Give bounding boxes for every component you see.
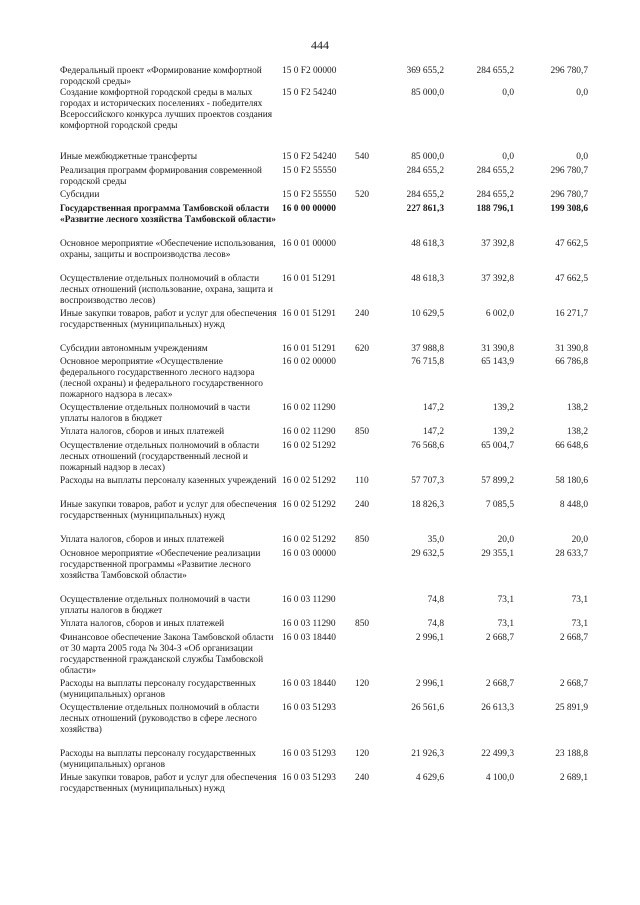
page-number: 444: [311, 38, 329, 52]
row-code: 16 0 03 11290: [282, 619, 336, 629]
table-row: [0, 204, 640, 239]
row-name: Осуществление отдельных полномочий в области лесных отношений (руководство в сфере лесного хозяйства): [60, 703, 260, 735]
row-value-3: 296 780,7: [550, 166, 588, 176]
row-value-1: 85 000,0: [411, 152, 444, 162]
row-value-3: 138,2: [566, 403, 588, 413]
row-value-3: 296 780,7: [550, 66, 588, 76]
row-value-1: 76 715,8: [411, 357, 444, 367]
row-code: 16 0 02 51292: [282, 476, 336, 486]
row-name: Уплата налогов, сборов и иных платежей: [60, 427, 225, 437]
table-row: [0, 773, 640, 808]
row-code: 16 0 03 18440: [282, 633, 336, 643]
row-value-2: 284 655,2: [476, 66, 514, 76]
row-value-1: 10 629,5: [411, 309, 444, 319]
row-value-1: 227 861,3: [406, 204, 444, 214]
row-value-1: 2 996,1: [415, 679, 444, 689]
row-value-1: 76 568,6: [411, 441, 444, 451]
table-row: [0, 344, 640, 357]
row-value-1: 48 618,3: [411, 274, 444, 284]
row-code: 16 0 02 51292: [282, 535, 336, 545]
row-value-2: 57 899,2: [481, 476, 514, 486]
row-expense-type: 520: [355, 190, 370, 200]
table-row: [0, 619, 640, 633]
row-expense-type: 240: [355, 500, 370, 510]
row-name: Расходы на выплаты персоналу государственных (муниципальных) органов: [60, 749, 256, 770]
row-value-2: 20,0: [497, 535, 514, 545]
row-code: 15 0 F2 55550: [282, 190, 337, 200]
table-row: [0, 595, 640, 619]
row-expense-type: 540: [355, 152, 370, 162]
row-value-3: 138,2: [566, 427, 588, 437]
table-row: [0, 703, 640, 749]
row-value-3: 28 633,7: [555, 549, 588, 559]
row-code: 16 0 01 00000: [282, 239, 336, 249]
row-value-3: 2 689,1: [559, 773, 588, 783]
row-value-1: 74,8: [427, 595, 444, 605]
table-row: [0, 88, 640, 152]
row-expense-type: 620: [355, 344, 370, 354]
row-code: 16 0 03 51293: [282, 773, 336, 783]
row-name: Осуществление отдельных полномочий в части уплаты налогов в бюджет: [60, 403, 250, 424]
row-value-2: 284 655,2: [476, 190, 514, 200]
row-value-3: 2 668,7: [559, 679, 588, 689]
row-value-3: 199 308,6: [550, 204, 588, 214]
row-code: 16 0 02 51292: [282, 441, 336, 451]
table-row: [0, 66, 640, 88]
row-value-3: 2 668,7: [559, 633, 588, 643]
row-code: 16 0 03 18440: [282, 679, 336, 689]
row-value-2: 37 392,8: [481, 274, 514, 284]
row-value-1: 369 655,2: [406, 66, 444, 76]
table-row: [0, 403, 640, 427]
row-value-3: 23 188,8: [555, 749, 588, 759]
row-code: 15 0 F2 55550: [282, 166, 337, 176]
row-name: Уплата налогов, сборов и иных платежей: [60, 619, 225, 629]
row-value-3: 0,0: [576, 152, 588, 162]
row-value-1: 284 655,2: [406, 166, 444, 176]
row-value-3: 20,0: [571, 535, 588, 545]
table-row: [0, 476, 640, 500]
table-row: [0, 749, 640, 773]
table-row: [0, 152, 640, 166]
row-value-2: 4 100,0: [485, 773, 514, 783]
table-row: [0, 239, 640, 274]
row-value-1: 35,0: [427, 535, 444, 545]
row-value-1: 18 826,3: [411, 500, 444, 510]
row-value-3: 47 662,5: [555, 239, 588, 249]
row-value-2: 139,2: [492, 427, 514, 437]
row-expense-type: 110: [355, 476, 369, 486]
row-expense-type: 850: [355, 535, 370, 545]
row-name: Реализация программ формирования современной городской среды: [60, 166, 262, 187]
row-value-1: 29 632,5: [411, 549, 444, 559]
row-code: 16 0 02 00000: [282, 357, 336, 367]
table-row: [0, 274, 640, 309]
row-code: 16 0 03 51293: [282, 703, 336, 713]
row-name: Основное мероприятие «Обеспечение использования, охраны, защиты и воспроизводства лесов»: [60, 239, 276, 260]
row-value-1: 37 988,8: [411, 344, 444, 354]
row-name: Основное мероприятие «Обеспечение реализации государственной программы «Развитие лесного хозяйства Тамбовской области»: [60, 549, 261, 581]
row-name: Уплата налогов, сборов и иных платежей: [60, 535, 225, 545]
row-expense-type: 850: [355, 619, 370, 629]
row-value-1: 21 926,3: [411, 749, 444, 759]
row-name: Осуществление отдельных полномочий в области лесных отношений (использование, охрана, защита и воспроизводство лесов): [60, 274, 273, 306]
row-code: 15 0 F2 54240: [282, 88, 337, 98]
row-expense-type: 240: [355, 773, 370, 783]
row-value-2: 0,0: [502, 88, 514, 98]
row-value-1: 57 707,3: [411, 476, 444, 486]
row-name: Основное мероприятие «Осуществление федерального государственного лесного надзора (лесной охраны) и федерального государственного пожарного надзора в лесах»: [60, 357, 263, 400]
row-value-3: 66 786,8: [555, 357, 588, 367]
row-code: 16 0 02 11290: [282, 403, 336, 413]
row-expense-type: 850: [355, 427, 370, 437]
table-row: [0, 549, 640, 595]
table-row: [0, 500, 640, 535]
row-code: 16 0 02 51292: [282, 500, 336, 510]
row-value-2: 188 796,1: [476, 204, 514, 214]
row-value-2: 37 392,8: [481, 239, 514, 249]
row-name: Государственная программа Тамбовской области «Развитие лесного хозяйства Тамбовской области»: [60, 204, 276, 225]
row-code: 16 0 03 11290: [282, 595, 336, 605]
row-value-3: 73,1: [571, 595, 588, 605]
row-code: 16 0 01 51291: [282, 309, 336, 319]
table-row: [0, 441, 640, 476]
row-name: Федеральный проект «Формирование комфортной городской среды»: [60, 66, 262, 87]
row-value-2: 73,1: [497, 619, 514, 629]
row-value-1: 48 618,3: [411, 239, 444, 249]
row-name: Иные закупки товаров, работ и услуг для обеспечения государственных (муниципальных) нужд: [60, 309, 277, 330]
table-row: [0, 190, 640, 204]
row-value-3: 8 448,0: [559, 500, 588, 510]
row-value-3: 58 180,6: [555, 476, 588, 486]
row-name: Иные закупки товаров, работ и услуг для обеспечения государственных (муниципальных) нужд: [60, 500, 277, 521]
table-row: [0, 309, 640, 344]
row-code: 16 0 03 00000: [282, 549, 336, 559]
table-row: [0, 633, 640, 679]
row-expense-type: 120: [355, 749, 370, 759]
row-value-3: 66 648,6: [555, 441, 588, 451]
row-name: Субсидии автономным учреждениям: [60, 344, 208, 354]
row-expense-type: 240: [355, 309, 370, 319]
row-value-3: 16 271,7: [555, 309, 588, 319]
row-value-1: 284 655,2: [406, 190, 444, 200]
row-name: Осуществление отдельных полномочий в области лесных отношений (государственный лесной и пожарный надзор в лесах): [60, 441, 260, 473]
row-value-1: 4 629,6: [415, 773, 444, 783]
row-value-3: 73,1: [571, 619, 588, 629]
row-value-1: 2 996,1: [415, 633, 444, 643]
row-code: 16 0 01 51291: [282, 274, 336, 284]
row-value-1: 74,8: [427, 619, 444, 629]
row-value-1: 26 561,6: [411, 703, 444, 713]
row-value-2: 65 004,7: [481, 441, 514, 451]
row-code: 16 0 00 00000: [282, 204, 336, 214]
row-expense-type: 120: [355, 679, 370, 689]
row-name: Расходы на выплаты персоналу государственных (муниципальных) органов: [60, 679, 256, 700]
row-value-3: 0,0: [576, 88, 588, 98]
row-value-3: 25 891,9: [555, 703, 588, 713]
row-code: 16 0 02 11290: [282, 427, 336, 437]
row-value-2: 139,2: [492, 403, 514, 413]
row-name: Иные закупки товаров, работ и услуг для обеспечения государственных (муниципальных) нужд: [60, 773, 277, 794]
table-row: [0, 357, 640, 403]
budget-table: [0, 66, 640, 808]
row-code: 16 0 03 51293: [282, 749, 336, 759]
row-code: 16 0 01 51291: [282, 344, 336, 354]
row-name: Субсидии: [60, 190, 100, 200]
row-code: 15 0 F2 54240: [282, 152, 337, 162]
row-value-2: 65 143,9: [481, 357, 514, 367]
row-value-2: 31 390,8: [481, 344, 514, 354]
row-value-2: 26 613,3: [481, 703, 514, 713]
row-value-2: 29 355,1: [481, 549, 514, 559]
row-value-3: 31 390,8: [555, 344, 588, 354]
row-name: Расходы на выплаты персоналу казенных учреждений: [60, 476, 277, 486]
row-value-2: 2 668,7: [485, 633, 514, 643]
table-row: [0, 427, 640, 441]
row-value-1: 85 000,0: [411, 88, 444, 98]
table-row: [0, 679, 640, 703]
row-name: Создание комфортной городской среды в малых городах и исторических поселениях - победителях Всероссийского конкурса лучших проектов создания комфортной городской среды: [60, 88, 273, 131]
row-value-1: 147,2: [422, 403, 444, 413]
row-value-2: 284 655,2: [476, 166, 514, 176]
row-value-2: 73,1: [497, 595, 514, 605]
row-value-2: 7 085,5: [485, 500, 514, 510]
row-value-1: 147,2: [422, 427, 444, 437]
row-value-3: 296 780,7: [550, 190, 588, 200]
row-value-2: 0,0: [502, 152, 514, 162]
row-name: Осуществление отдельных полномочий в части уплаты налогов в бюджет: [60, 595, 250, 616]
row-name: Финансовое обеспечение Закона Тамбовской области от 30 марта 2005 года № 304-З «Об организации государственной гражданской службы Тамбовской области»: [60, 633, 274, 676]
row-value-2: 22 499,3: [481, 749, 514, 759]
row-value-2: 2 668,7: [485, 679, 514, 689]
table-row: [0, 166, 640, 190]
row-value-3: 47 662,5: [555, 274, 588, 284]
row-name: Иные межбюджетные трансферты: [60, 152, 198, 162]
row-value-2: 6 002,0: [485, 309, 514, 319]
table-row: [0, 535, 640, 549]
row-code: 15 0 F2 00000: [282, 66, 337, 76]
